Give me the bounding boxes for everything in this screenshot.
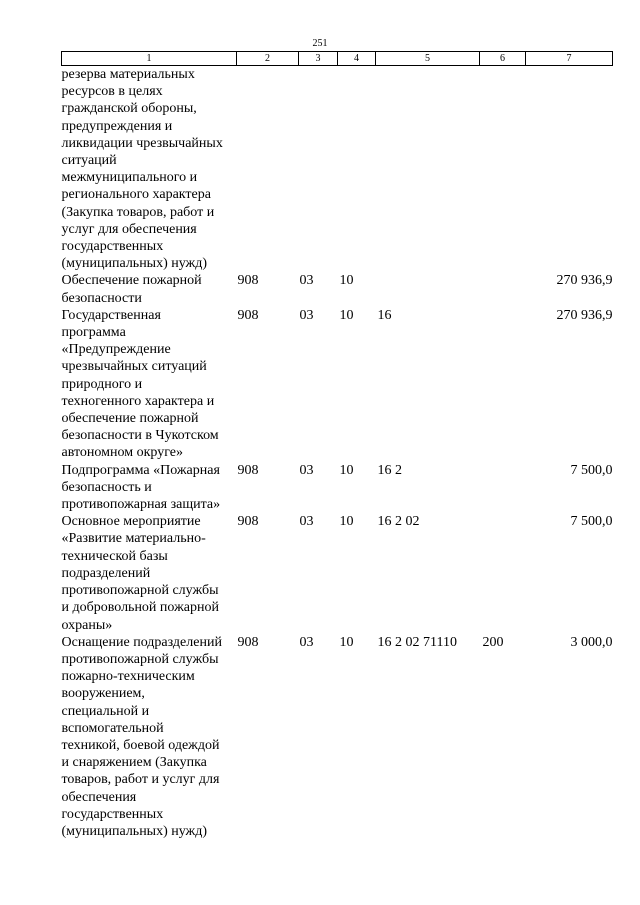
row-name bbox=[62, 272, 237, 306]
row-name bbox=[62, 66, 237, 273]
row-section-code: 03 bbox=[299, 273, 314, 289]
row-ved-code: 908 bbox=[237, 462, 259, 478]
row-section-code: 03 bbox=[299, 307, 314, 323]
row-name-line: Основное мероприятие bbox=[61, 514, 201, 530]
table-row bbox=[62, 462, 613, 514]
row-name-line: автономном округе» bbox=[61, 445, 183, 461]
row-name-line: ресурсов в целях bbox=[61, 84, 163, 100]
row-name-line: специальной и bbox=[61, 703, 150, 719]
table-row bbox=[62, 513, 613, 633]
row-name-line: охраны» bbox=[61, 617, 113, 633]
page-number: 251 bbox=[312, 38, 328, 49]
row-expense-type-code bbox=[480, 272, 526, 306]
column-header-3: 3 bbox=[299, 52, 338, 66]
row-amount: 270 936,9 bbox=[556, 273, 613, 289]
column-header-4: 4 bbox=[338, 52, 376, 66]
row-name-line: Подпрограмма «Пожарная bbox=[61, 462, 220, 478]
row-name-line: Государственная bbox=[61, 307, 161, 323]
row-target-article-code bbox=[376, 66, 480, 273]
row-name-line: ситуаций bbox=[61, 153, 117, 169]
row-name bbox=[62, 513, 237, 633]
row-name-line: безопасность и bbox=[61, 479, 152, 495]
row-name-line: чрезвычайных ситуаций bbox=[61, 359, 207, 375]
row-target-article-code: 16 bbox=[377, 307, 392, 323]
row-name-line: обеспечения bbox=[61, 789, 137, 805]
row-name-line: Оснащение подразделений bbox=[61, 634, 222, 650]
row-name-line: техногенного характера и bbox=[61, 393, 215, 409]
row-expense-type-code bbox=[480, 513, 526, 633]
row-name-line: природного и bbox=[61, 376, 143, 392]
row-target-article-code: 16 2 bbox=[377, 462, 402, 478]
table-row bbox=[62, 66, 613, 273]
row-name-line: межмуниципального и bbox=[61, 170, 198, 186]
row-name-line: Обеспечение пожарной bbox=[61, 273, 202, 289]
row-amount: 7 500,0 bbox=[570, 514, 613, 530]
column-header-1: 1 bbox=[62, 52, 237, 66]
row-section-code: 03 bbox=[299, 514, 314, 530]
column-header-6: 6 bbox=[480, 52, 526, 66]
row-name-line: подразделений bbox=[61, 565, 151, 581]
row-name-line: и добровольной пожарной bbox=[61, 600, 219, 616]
row-name bbox=[62, 307, 237, 462]
row-ved-code: 908 bbox=[237, 273, 259, 289]
row-name-line: ликвидации чрезвычайных bbox=[61, 135, 223, 151]
row-name-line: (Закупка товаров, работ и bbox=[61, 204, 215, 220]
row-amount bbox=[526, 66, 613, 273]
row-name-line: (муниципальных) нужд) bbox=[61, 823, 208, 839]
row-name-line: и снаряжением (Закупка bbox=[61, 755, 207, 771]
row-name-line: государственных bbox=[61, 239, 164, 255]
row-expense-type-code bbox=[480, 462, 526, 514]
row-section-code: 03 bbox=[299, 634, 314, 650]
row-amount: 270 936,9 bbox=[556, 307, 613, 323]
column-header-2: 2 bbox=[237, 52, 299, 66]
column-header-7: 7 bbox=[526, 52, 613, 66]
row-name-line: гражданской обороны, bbox=[61, 101, 197, 117]
row-name-line: вспомогательной bbox=[61, 720, 164, 736]
row-ved-code: 908 bbox=[237, 634, 259, 650]
row-name bbox=[62, 634, 237, 840]
row-amount: 7 500,0 bbox=[570, 462, 613, 478]
row-name-line: техникой, боевой одеждой bbox=[61, 737, 220, 753]
table-header bbox=[62, 52, 613, 66]
row-name-line: программа bbox=[61, 325, 126, 341]
row-name-line: «Предупреждение bbox=[61, 342, 171, 358]
row-name-line: противопожарная защита» bbox=[61, 497, 221, 513]
table-body bbox=[62, 66, 613, 841]
row-name-line: товаров, работ и услуг для bbox=[61, 772, 220, 788]
row-subsection-code: 10 bbox=[339, 307, 354, 323]
row-name-line: вооружением, bbox=[61, 686, 145, 702]
row-name-line: предупреждения и bbox=[61, 118, 173, 134]
row-name-line: пожарно-техническим bbox=[61, 669, 195, 685]
row-name-line: обеспечение пожарной bbox=[61, 411, 199, 427]
row-subsection-code: 10 bbox=[339, 634, 354, 650]
row-target-article-code: 16 2 02 bbox=[377, 514, 420, 530]
row-subsection-code: 10 bbox=[339, 462, 354, 478]
row-name-line: государственных bbox=[61, 806, 164, 822]
row-name-line: технической базы bbox=[61, 548, 168, 564]
row-expense-type-code bbox=[480, 307, 526, 462]
row-subsection-code: 10 bbox=[339, 514, 354, 530]
row-ved-code: 908 bbox=[237, 307, 259, 323]
row-amount: 3 000,0 bbox=[570, 634, 613, 650]
row-subsection-code: 10 bbox=[339, 273, 354, 289]
column-header-5: 5 bbox=[376, 52, 480, 66]
table-row bbox=[62, 307, 613, 462]
row-name-line: безопасности в Чукотском bbox=[61, 428, 219, 444]
header-row bbox=[62, 52, 613, 66]
row-expense-type-code: 200 bbox=[482, 634, 504, 650]
row-section-code: 03 bbox=[299, 462, 314, 478]
row-name-line: (муниципальных) нужд) bbox=[61, 256, 208, 272]
table-row bbox=[62, 634, 613, 840]
row-name-line: резерва материальных bbox=[61, 67, 195, 82]
row-target-article-code: 16 2 02 71110 bbox=[377, 634, 457, 650]
row-name-line: противопожарной службы bbox=[61, 651, 219, 667]
row-name-line: услуг для обеспечения bbox=[61, 221, 197, 237]
row-name-line: «Развитие материально- bbox=[61, 531, 206, 547]
row-ved-code bbox=[237, 66, 299, 273]
row-name-line: противопожарной службы bbox=[61, 583, 219, 599]
row-target-article-code bbox=[376, 272, 480, 306]
table-row bbox=[62, 272, 613, 306]
row-name-line: безопасности bbox=[61, 290, 142, 306]
budget-table bbox=[61, 51, 613, 840]
row-name bbox=[62, 462, 237, 514]
row-section-code bbox=[299, 66, 338, 273]
row-name-line: регионального характера bbox=[61, 187, 211, 203]
row-ved-code: 908 bbox=[237, 514, 259, 530]
row-expense-type-code bbox=[480, 66, 526, 273]
row-subsection-code bbox=[338, 66, 376, 273]
